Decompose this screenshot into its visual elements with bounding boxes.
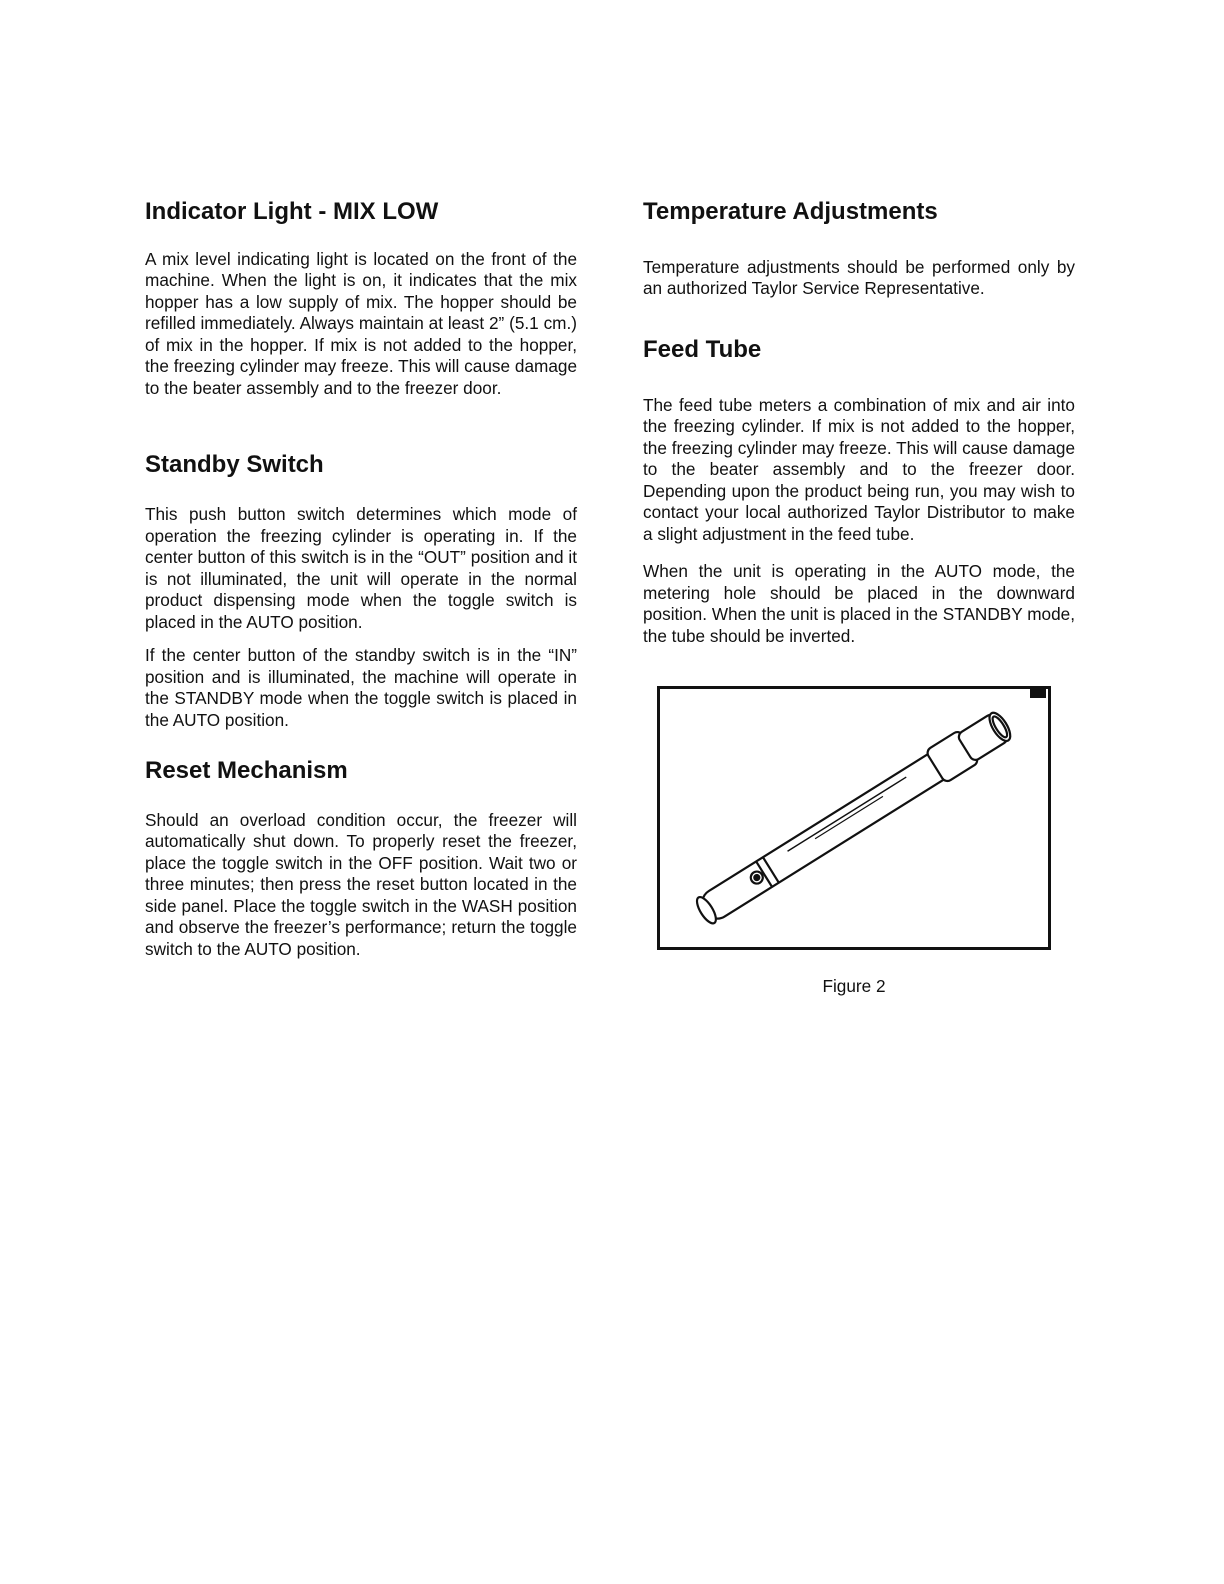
paragraph-standby-switch-1: This push button switch determines which mode of operation the freezing cylinder is operating in. If the center button of this switch is in the “OUT” position and it is not illuminated, the unit will operate in the normal product dispensing mode when the toggle switch is placed in the AUTO position. <box>145 504 577 632</box>
right-column <box>643 196 1075 647</box>
heading-indicator-light: Indicator Light - MIX LOW <box>145 198 439 225</box>
paragraph-indicator-light: A mix level indicating light is located on the front of the machine. When the light is on, it indicates that the mix hopper has a low supply of mix. The hopper should be refilled immediately. Always maintain at least 2” (5.1 cm.) of mix in the hopper. If mix is not added to the hopper, the freezing cylinder may freeze. This will cause damage to the beater assembly and to the freezer door. <box>145 248 577 398</box>
heading-temperature-adjustments: Temperature Adjustments <box>643 198 938 225</box>
figure-2-caption: Figure 2 <box>822 976 886 996</box>
paragraph-standby-switch-2: If the center button of the standby switch is in the “IN” position and is illuminated, the machine will operate in the STANDBY mode when the toggle switch is placed in the AUTO position. <box>145 645 577 730</box>
paragraph-temperature-adjustments: Temperature adjustments should be performed only by an authorized Taylor Service Representative. <box>643 256 1075 299</box>
paragraph-feed-tube-2: When the unit is operating in the AUTO mode, the metering hole should be placed in the downward position. When the unit is placed in the STANDBY mode, the tube should be inverted. <box>643 561 1075 646</box>
figure-2-frame <box>657 686 1051 950</box>
paragraph-feed-tube-1: The feed tube meters a combination of mix and air into the freezing cylinder. If mix is not added to the hopper, the freezing cylinder may freeze. This will cause damage to the beater assembly and to the freezer door. Depending upon the product being run, you may wish to contact your local authorized Taylor Distributor to make a slight adjustment in the feed tube. <box>643 394 1075 544</box>
heading-reset-mechanism: Reset Mechanism <box>145 757 348 785</box>
heading-feed-tube: Feed Tube <box>643 335 762 363</box>
feed-tube-illustration-icon <box>660 689 1048 947</box>
paragraph-reset-mechanism: Should an overload condition occur, the freezer will automatically shut down. To properly reset the freezer, place the toggle switch in the OFF position. Wait two or three minutes; then press the reset button located in the side panel. Place the toggle switch in the WASH position and observe the freezer’s performance; return the toggle switch to the AUTO position. <box>145 809 577 959</box>
heading-standby-switch: Standby Switch <box>145 451 324 479</box>
left-column <box>145 196 577 960</box>
